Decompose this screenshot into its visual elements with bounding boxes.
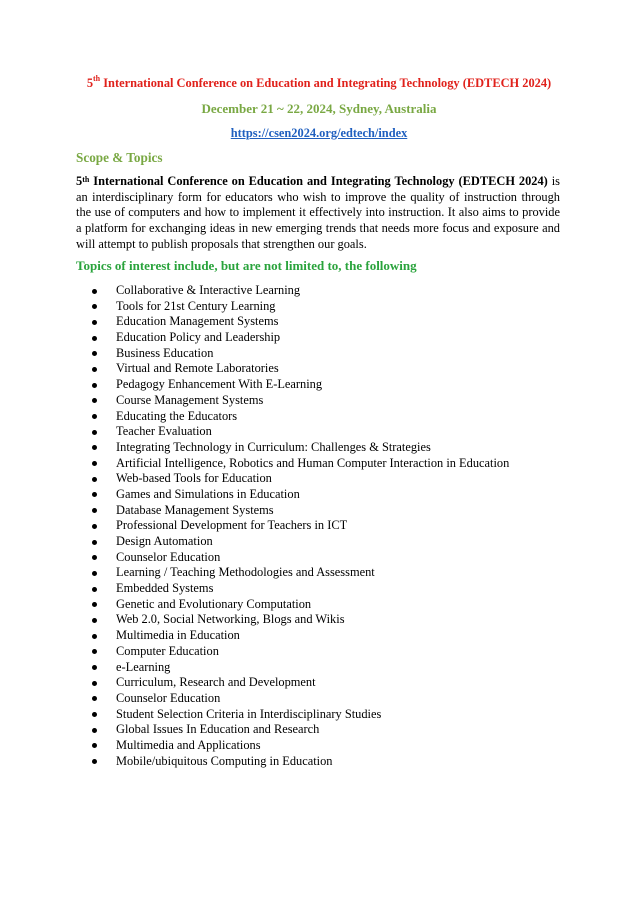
topic-list-item	[92, 283, 509, 299]
topic-label: Tools for 21st Century Learning	[116, 298, 276, 313]
bullet-icon	[92, 634, 97, 639]
title-text: International Conference on Education and Integrating Technology (EDTECH 2024)	[100, 76, 552, 90]
topic-list-item	[92, 377, 509, 393]
topic-list-item	[92, 299, 509, 315]
bullet-icon	[92, 430, 97, 435]
bullet-icon	[92, 665, 97, 670]
topic-label: Artificial Intelligence, Robotics and Human Computer Interaction in Education	[116, 455, 510, 470]
topic-list-item	[92, 409, 509, 425]
topic-label: Web-based Tools for Education	[116, 471, 272, 486]
topic-list-item	[92, 644, 509, 660]
topic-label: Embedded Systems	[116, 581, 214, 596]
topic-label: Counselor Education	[116, 549, 221, 564]
topics-heading: Topics of interest include, but are not limited to, the following	[76, 258, 417, 273]
topic-list-item	[92, 597, 509, 613]
topic-label: Pedagogy Enhancement With E-Learning	[116, 377, 323, 392]
bullet-icon	[92, 555, 97, 560]
topic-list-item	[92, 456, 509, 472]
topic-list-item	[92, 612, 509, 628]
bullet-icon	[92, 728, 97, 733]
intro-body: is an interdisciplinary form for educators who wish to improve the quality of instruction through the use of computers and how to implement it effectively into instruction. It also aims to provide a platform for exchanging ideas in new emerging trends that needs more focus and exposure and will attempt to publish proposals that strengthen our goals.	[76, 174, 560, 251]
topic-label: Business Education	[116, 345, 214, 360]
bullet-icon	[92, 289, 97, 294]
bullet-icon	[92, 712, 97, 717]
topic-list-item	[92, 330, 509, 346]
bullet-icon	[92, 649, 97, 654]
topic-label: Course Management Systems	[116, 392, 264, 407]
bullet-icon	[92, 304, 97, 309]
topic-label: Global Issues In Education and Research	[116, 722, 320, 737]
topic-list-item	[92, 707, 509, 723]
bullet-icon	[92, 445, 97, 450]
topic-label: Learning / Teaching Methodologies and Assessment	[116, 565, 375, 580]
topic-list-item	[92, 565, 509, 581]
intro-conference-name: International Conference on Education and Integrating Technology (EDTECH 2024)	[89, 174, 548, 188]
bullet-icon	[92, 618, 97, 623]
topic-list	[92, 283, 509, 769]
bullet-icon	[92, 414, 97, 419]
bullet-icon	[92, 383, 97, 388]
bullet-icon	[92, 696, 97, 701]
bullet-icon	[92, 759, 97, 764]
topic-label: Design Automation	[116, 534, 213, 548]
topic-list-item	[92, 471, 509, 487]
topic-list-item	[92, 754, 509, 770]
topic-list-item	[92, 534, 509, 550]
bullet-icon	[92, 477, 97, 482]
topic-label: Teacher Evaluation	[116, 424, 212, 439]
bullet-icon	[92, 492, 97, 497]
topic-list-item	[92, 440, 509, 456]
bullet-icon	[92, 524, 97, 529]
topic-list-item	[92, 393, 509, 409]
topic-label: Educating the Educators	[116, 408, 238, 423]
topic-list-item	[92, 660, 509, 676]
topic-label: Curriculum, Research and Development	[116, 675, 316, 690]
bullet-icon	[92, 336, 97, 341]
bullet-icon	[92, 398, 97, 403]
bullet-icon	[92, 508, 97, 513]
topic-label: Education Policy and Leadership	[116, 330, 281, 345]
topic-list-item	[92, 346, 509, 362]
topic-label: Database Management Systems	[116, 502, 274, 517]
bullet-icon	[92, 320, 97, 325]
topic-list-item	[92, 361, 509, 377]
topic-label: Collaborative & Interactive Learning	[116, 283, 301, 297]
bullet-icon	[92, 571, 97, 576]
bullet-icon	[92, 367, 97, 372]
topic-list-item	[92, 550, 509, 566]
intro-ordinal: 5	[76, 174, 83, 188]
topic-label: Web 2.0, Social Networking, Blogs and Wikis	[116, 612, 345, 627]
scope-heading: Scope & Topics	[76, 150, 163, 165]
topic-label: Computer Education	[116, 643, 219, 658]
bullet-icon	[92, 602, 97, 607]
conference-url-line	[0, 126, 638, 141]
topic-label: Professional Development for Teachers in ICT	[116, 518, 348, 533]
intro-paragraph	[76, 174, 560, 253]
bullet-icon	[92, 681, 97, 686]
bullet-icon	[92, 743, 97, 748]
topic-label: Education Management Systems	[116, 314, 279, 329]
topic-list-item	[92, 503, 509, 519]
conference-url-link[interactable]: https://csen2024.org/edtech/index	[230, 126, 408, 140]
topic-label: Multimedia in Education	[116, 628, 240, 643]
topic-label: Multimedia and Applications	[116, 737, 261, 752]
topic-label: Virtual and Remote Laboratories	[116, 361, 279, 376]
bullet-icon	[92, 461, 97, 466]
intro-ordinal-suffix: th	[82, 175, 90, 184]
topic-label: Genetic and Evolutionary Computation	[116, 596, 312, 611]
conference-title	[0, 76, 638, 91]
conference-dates: December 21 ~ 22, 2024, Sydney, Australia	[201, 101, 437, 116]
topic-list-item	[92, 722, 509, 738]
topic-label: Integrating Technology in Curriculum: Challenges & Strategies	[116, 439, 431, 454]
topic-label: Student Selection Criteria in Interdisciplinary Studies	[116, 706, 382, 721]
title-ordinal: 5	[86, 76, 94, 90]
topic-list-item	[92, 424, 509, 440]
topic-label: e-Learning	[116, 659, 171, 674]
topic-list-item	[92, 487, 509, 503]
bullet-icon	[92, 540, 97, 545]
bullet-icon	[92, 351, 97, 356]
topic-list-item	[92, 675, 509, 691]
topic-list-item	[92, 691, 509, 707]
topic-list-item	[92, 518, 509, 534]
topic-list-item	[92, 738, 509, 754]
bullet-icon	[92, 587, 97, 592]
topic-label: Games and Simulations in Education	[116, 486, 300, 501]
topic-list-item	[92, 581, 509, 597]
title-ordinal-suffix: th	[93, 74, 101, 83]
topic-label: Mobile/ubiquitous Computing in Education	[116, 753, 333, 768]
topic-list-item	[92, 314, 509, 330]
topic-label: Counselor Education	[116, 690, 221, 705]
topic-list-item	[92, 628, 509, 644]
